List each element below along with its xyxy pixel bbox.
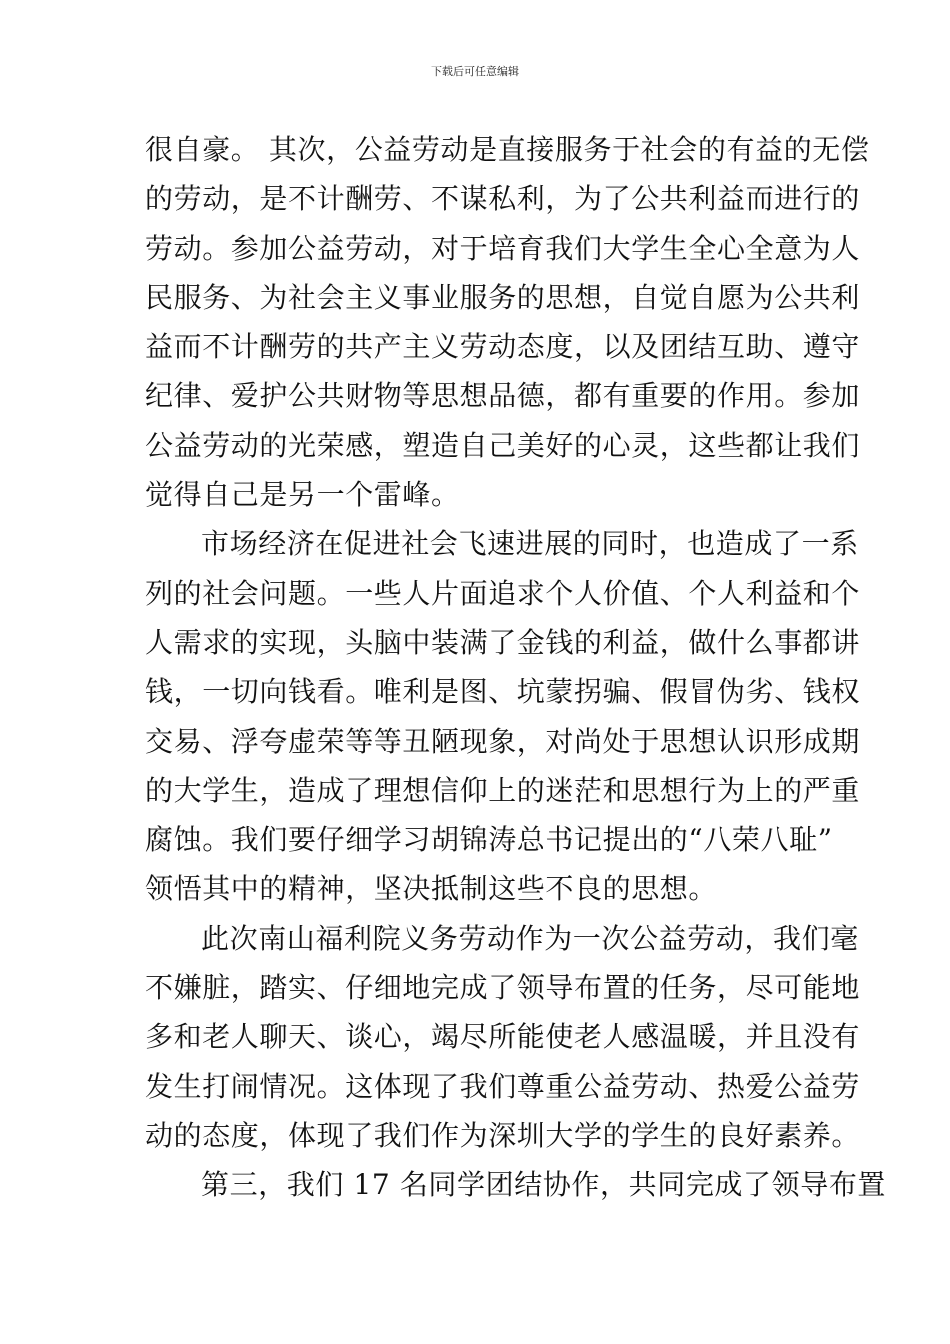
text-line: 此次南山福利院义务劳动作为一次公益劳动，我们毫	[201, 921, 859, 955]
text-line: 市场经济在促进社会飞速进展的同时，也造成了一系	[201, 527, 859, 561]
text-line: 公益劳动的光荣感，塑造自己美好的心灵，这些都让我们	[145, 428, 861, 462]
page-header: 下载后可任意编辑	[431, 65, 519, 78]
text-line: 的劳动，是不计酬劳、不谋私利，为了公共利益而进行的	[145, 182, 861, 216]
body-text	[145, 125, 887, 1210]
text-line: 益而不计酬劳的共产主义劳动态度，以及团结互助、遵守	[145, 330, 861, 364]
text-line: 很自豪。 其次，公益劳动是直接服务于社会的有益的无偿	[145, 133, 870, 166]
text-line: 不嫌脏，踏实、仔细地完成了领导布置的任务，尽可能地	[145, 971, 861, 1005]
text-line: 多和老人聊天、谈心，竭尽所能使老人感温暖，并且没有	[145, 1020, 861, 1054]
text-line: 纪律、爱护公共财物等思想品德，都有重要的作用。参加	[145, 379, 861, 413]
text-line: 觉得自己是另一个雷峰。	[145, 478, 460, 512]
text-line: 人需求的实现，头脑中装满了金钱的利益，做什么事都讲	[145, 625, 861, 659]
text-line: 动的态度，体现了我们作为深圳大学的学生的良好素养。	[145, 1118, 861, 1152]
text-line: 交易、浮夸虚荣等等丑陋现象，对尚处于思想认识形成期	[145, 724, 861, 758]
text-line: 民服务、为社会主义事业服务的思想，自觉自愿为公共利	[145, 280, 861, 314]
text-line: 领悟其中的精神，坚决抵制这些不良的思想。	[145, 872, 718, 906]
text-line: 腐蚀。我们要仔细学习胡锦涛总书记提出的“八荣八耻”	[145, 823, 833, 857]
text-line: 第三，我们 17 名同学团结协作，共同完成了领导布置	[201, 1168, 887, 1202]
text-line: 列的社会问题。一些人片面追求个人价值、个人利益和个	[145, 576, 861, 610]
text-line: 劳动。参加公益劳动，对于培育我们大学生全心全意为人	[145, 231, 861, 265]
text-line: 发生打闹情况。这体现了我们尊重公益劳动、热爱公益劳	[145, 1069, 861, 1103]
text-line: 钱，一切向钱看。唯利是图、坑蒙拐骗、假冒伪劣、钱权	[145, 675, 861, 709]
text-line: 的大学生，造成了理想信仰上的迷茫和思想行为上的严重	[145, 773, 861, 807]
